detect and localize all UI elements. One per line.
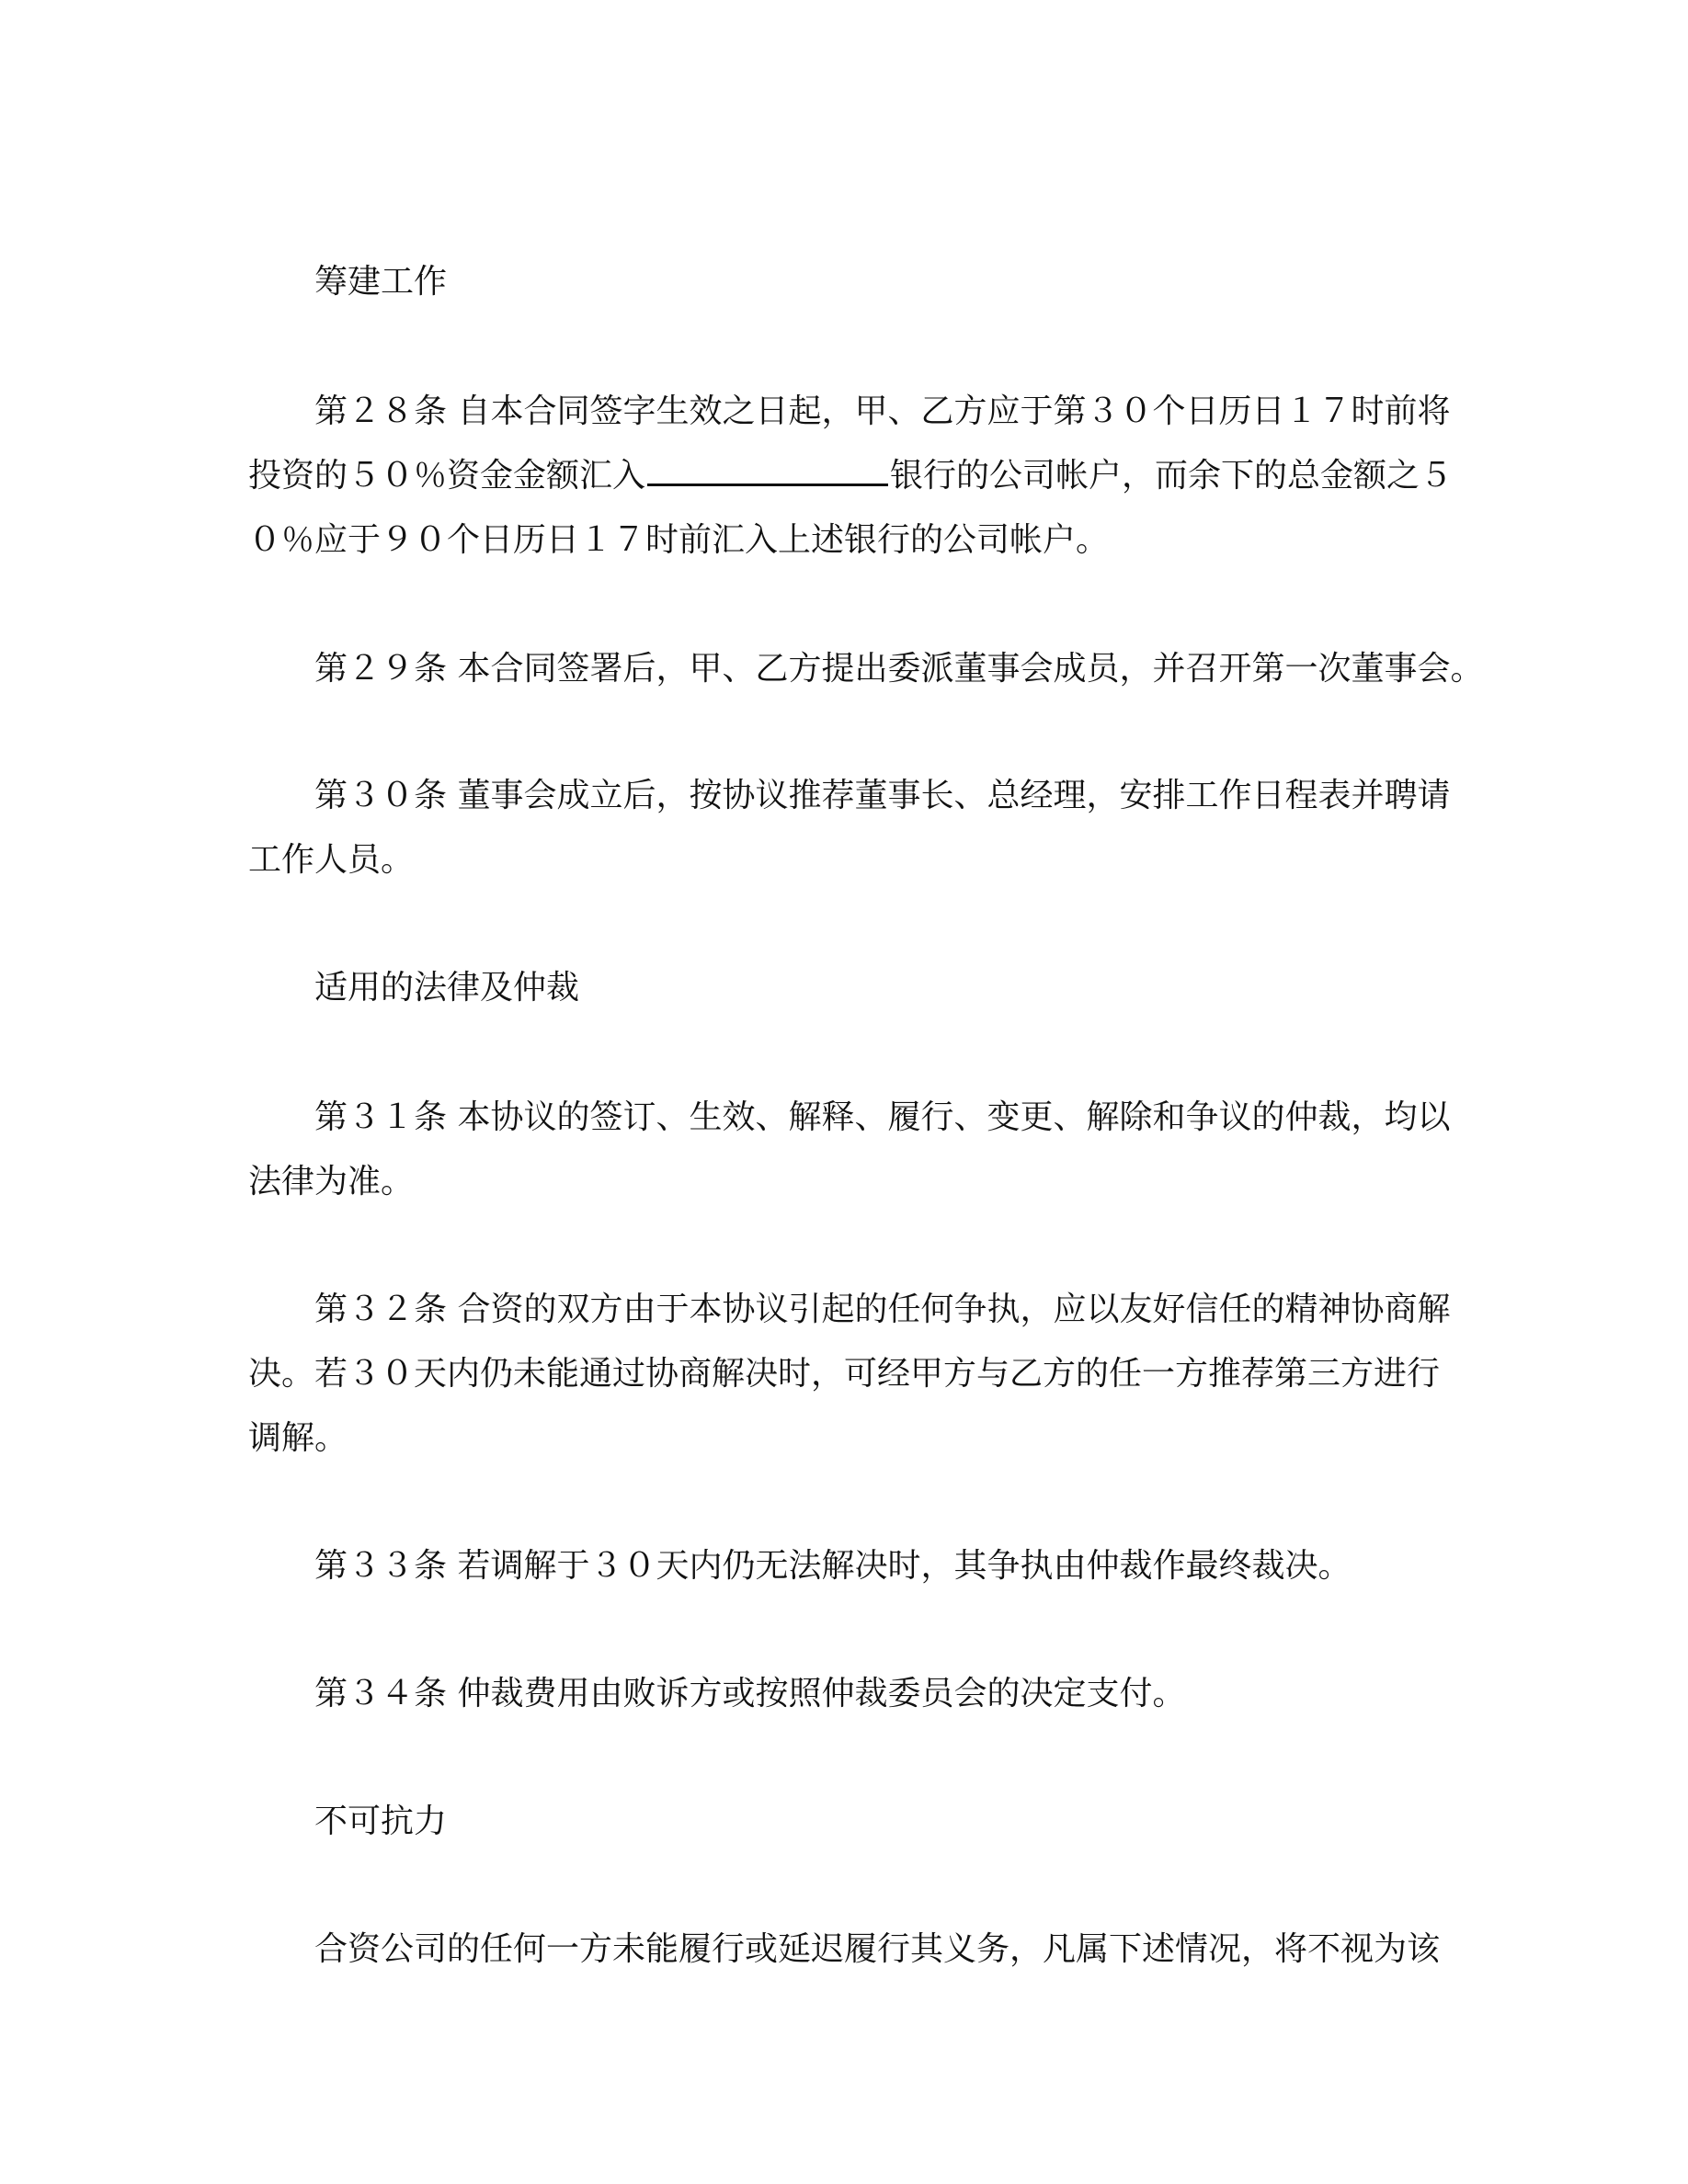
- article-32-line-3: 调解。: [248, 1419, 348, 1457]
- article-31-line-1: 第３１条 本协议的签订、生效、解释、履行、变更、解除和争议的仲裁，均以: [314, 1098, 1451, 1136]
- article-31-line-2: 法律为准。: [248, 1163, 415, 1200]
- article-32-line-2: 决。若３０天内仍未能通过协商解决时，可经甲方与乙方的任一方推荐第三方进行: [248, 1355, 1441, 1393]
- section-heading-force-majeure: 不可抗力: [314, 1803, 448, 1840]
- bank-name-blank-field: [647, 456, 888, 486]
- article-28-text-before-blank: 投资的５０％资金金额汇入: [248, 457, 646, 495]
- article-28-line-2: [248, 456, 1454, 496]
- article-28-line-1: 第２８条 自本合同签字生效之日起，甲、乙方应于第３０个日历日１７时前将: [314, 392, 1451, 430]
- section-heading-preparation: 筹建工作: [314, 263, 448, 301]
- section-heading-law-arbitration: 适用的法律及仲裁: [314, 969, 580, 1007]
- article-30-line-1: 第３０条 董事会成立后，按协议推荐董事长、总经理，安排工作日程表并聘请: [314, 777, 1451, 814]
- article-32-line-1: 第３２条 合资的双方由于本协议引起的任何争执，应以友好信任的精神协商解: [314, 1291, 1451, 1328]
- article-28-line-3: ０％应于９０个日历日１７时前汇入上述银行的公司帐户。: [248, 521, 1110, 559]
- article-33-line-1: 第３３条 若调解于３０天内仍无法解决时，其争执由仲裁作最终裁决。: [314, 1547, 1352, 1585]
- force-majeure-paragraph-line-1: 合资公司的任何一方未能履行或延迟履行其义务，凡属下述情况，将不视为该: [314, 1930, 1441, 1968]
- article-30-line-2: 工作人员。: [248, 841, 415, 879]
- article-34-line-1: 第３４条 仲裁费用由败诉方或按照仲裁委员会的决定支付。: [314, 1675, 1186, 1712]
- article-29-line-1: 第２９条 本合同签署后，甲、乙方提出委派董事会成员，并召开第一次董事会。: [314, 650, 1484, 688]
- article-28-text-after-blank: 银行的公司帐户，而余下的总金额之５: [890, 457, 1454, 495]
